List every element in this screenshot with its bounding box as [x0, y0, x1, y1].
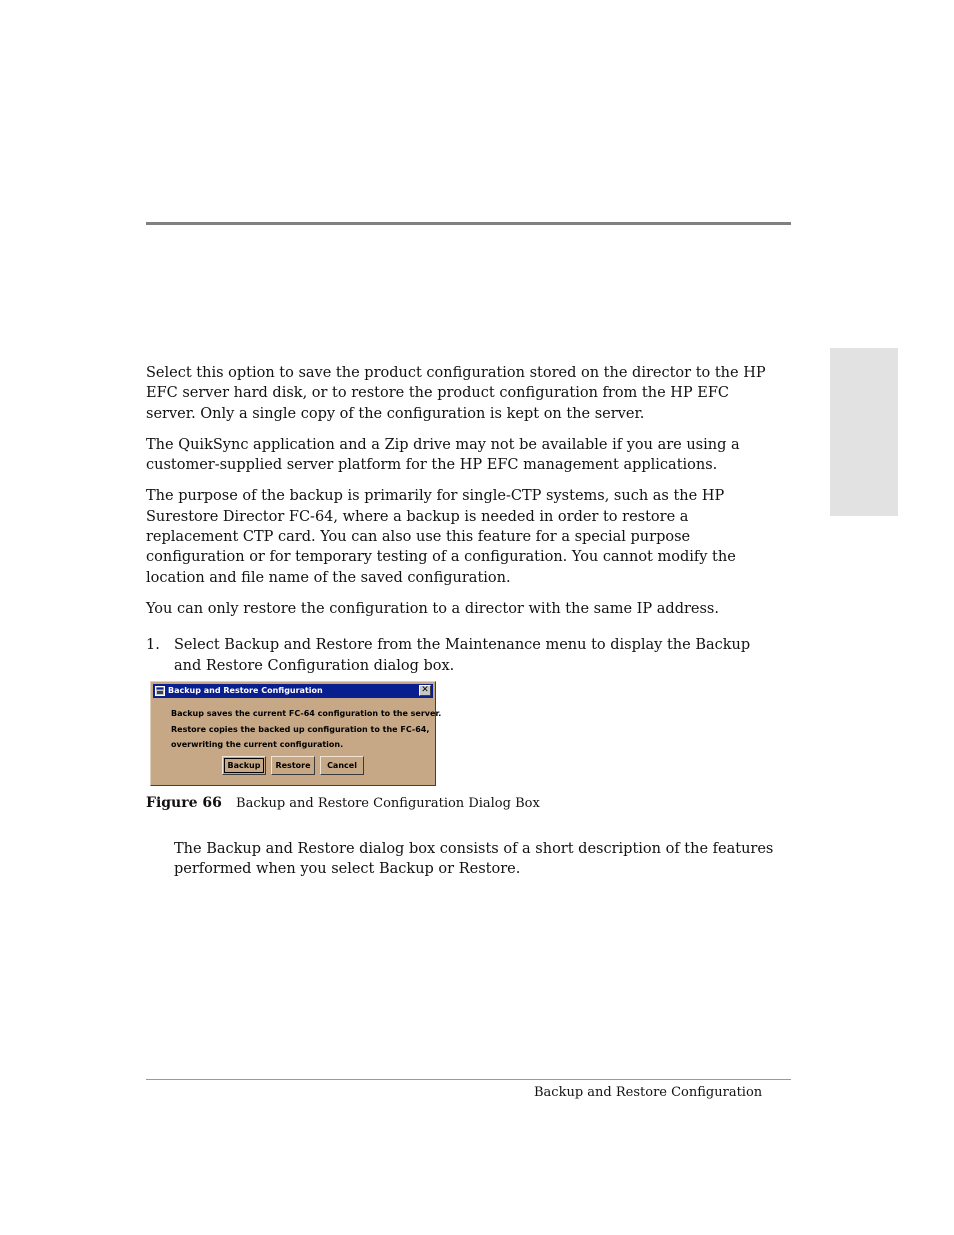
- footer-rule: [146, 1079, 791, 1080]
- figure-label: Figure 66: [146, 795, 222, 811]
- dialog-message-line: overwriting the current configuration.: [171, 740, 344, 749]
- header-rule: [146, 222, 791, 225]
- dialog-message-line: Restore copies the backed up configuration to the FC-64,: [171, 724, 430, 734]
- dialog-titlebar[interactable]: [153, 684, 433, 698]
- dialog-message: [171, 706, 442, 753]
- step-1: [146, 635, 771, 676]
- body-text: [146, 363, 771, 676]
- paragraph-restore-note: You can only restore the configuration to a director with the same IP address.: [146, 600, 719, 617]
- dialog-message-line: Backup saves the current FC-64 configuration to the server.: [171, 709, 442, 718]
- paragraph-quiksync-note: The QuikSync application and a Zip drive may not be available if you are using a customer-supplied server platform for the HP EFC management applications.: [146, 436, 740, 474]
- cancel-button[interactable]: Cancel: [320, 756, 364, 775]
- restore-button[interactable]: Restore: [271, 756, 315, 775]
- paragraph-backup-purpose: The purpose of the backup is primarily for single-CTP systems, such as the HP Surestore Director FC-64, where a backup is needed in order to restore a replacement CTP card. You can also use this feature for a special purpose configuration or for temporary testing of a configuration. You cannot modify the location and file name of the saved configuration.: [146, 488, 736, 586]
- paragraph-intro: Select this option to save the product configuration stored on the director to the HP EFC server hard disk, or to restore the product configuration from the HP EFC server. Only a single copy of the configuration is kept on the server.: [146, 365, 766, 422]
- dialog-description: The Backup and Restore dialog box consists of a short description of the features performed when you select Backup or Restore.: [174, 841, 774, 878]
- step-number: 1.: [146, 637, 160, 654]
- step-text: Select Backup and Restore from the Maintenance menu to display the Backup and Restore Configuration dialog box.: [174, 637, 751, 674]
- window-app-icon: [155, 686, 165, 696]
- figure-caption: [146, 795, 540, 811]
- backup-restore-dialog: [150, 681, 442, 786]
- figure-caption-text: Backup and Restore Configuration Dialog Box: [236, 796, 540, 811]
- close-icon[interactable]: ✕: [419, 685, 431, 696]
- dialog-title: Backup and Restore Configuration: [168, 686, 323, 695]
- chapter-tab: [830, 348, 898, 516]
- backup-button[interactable]: Backup: [222, 756, 266, 775]
- footer-section-title: Backup and Restore Configuration: [534, 1085, 763, 1100]
